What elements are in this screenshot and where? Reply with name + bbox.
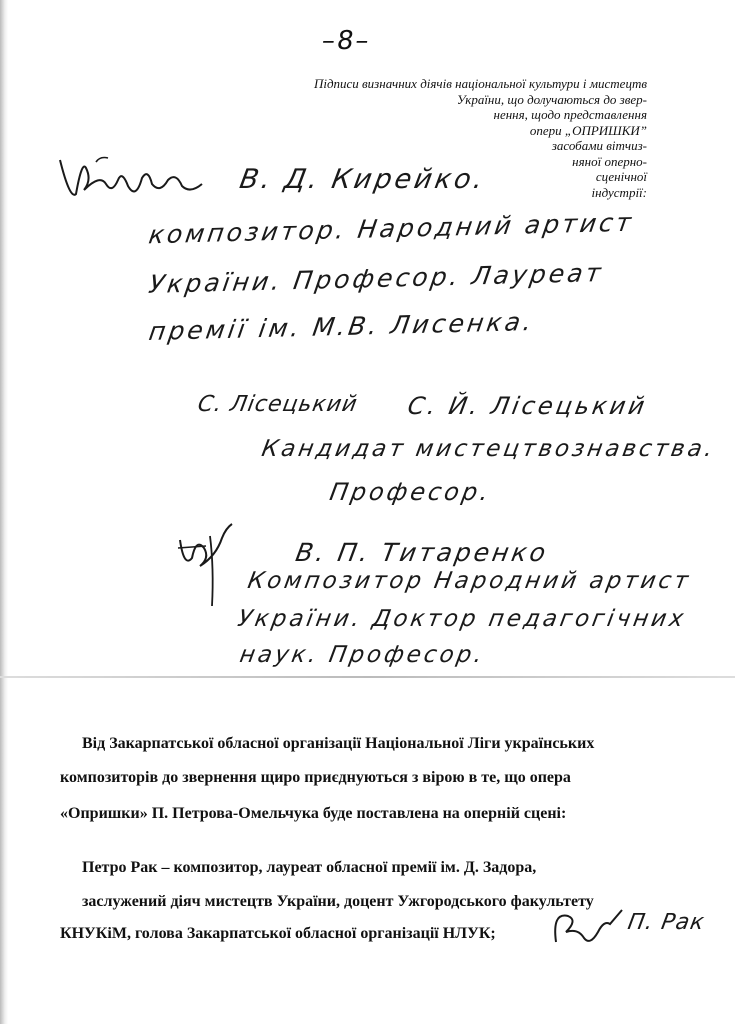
lisetsky-name: С. Й. Лісецький: [405, 392, 650, 420]
tytarenko-line-3: наук. Професор.: [237, 642, 487, 668]
tytarenko-line-1: Композитор Народний артист: [245, 568, 694, 594]
printed-line-3: «Опришки» П. Петрова-Омельчука буде поставлена на оперній сцені:: [60, 805, 567, 822]
scan-edge: [0, 0, 8, 1024]
lisetsky-signature: С. Лісецький: [195, 392, 360, 417]
page-number: –8–: [319, 26, 373, 56]
kyreyko-line-2: України. Професор. Лауреат: [146, 258, 606, 299]
kyreyko-line-1: композитор. Народний артист: [146, 207, 636, 250]
tytarenko-line-2: України. Доктор педагогічних: [235, 606, 689, 632]
lisetsky-line-2: Професор.: [327, 478, 494, 506]
lisetsky-line-1: Кандидат мистецтвознавства.: [259, 436, 718, 462]
rak-signature: [548, 902, 628, 952]
printed-line-2: композиторів до звернення щиро приєднуються з вірою в те, що опера: [60, 769, 571, 786]
printed-line-6: КНУКіМ, голова Закарпатської обласної організації НЛУК;: [60, 925, 496, 942]
printed-line-5: заслужений діяч мистецтв України, доцент Ужгородського факультету: [82, 893, 594, 910]
printed-line-4: Петро Рак – композитор, лауреат обласної премії ім. Д. Задора,: [82, 859, 537, 876]
rak-name: П. Рак: [625, 910, 707, 935]
header-note: Підписи визначних діячів національної культури і мистецтв України, що долучаються до звер- нення, щодо представлення опери „ОПРИШКИ” засобами вітчиз- няної оперно- сценічної індустрії:: [313, 76, 647, 200]
page-divider: [0, 676, 735, 678]
kyreyko-signature: [56, 150, 206, 210]
tytarenko-signature: [170, 518, 250, 608]
tytarenko-name: В. П. Титаренко: [293, 538, 551, 567]
printed-line-1: Від Закарпатської обласної організації Національної Ліги українських: [82, 735, 595, 752]
kyreyko-name: В. Д. Кирейко.: [237, 164, 489, 195]
kyreyko-line-3: премії ім. М.В. Лисенка.: [147, 306, 537, 347]
